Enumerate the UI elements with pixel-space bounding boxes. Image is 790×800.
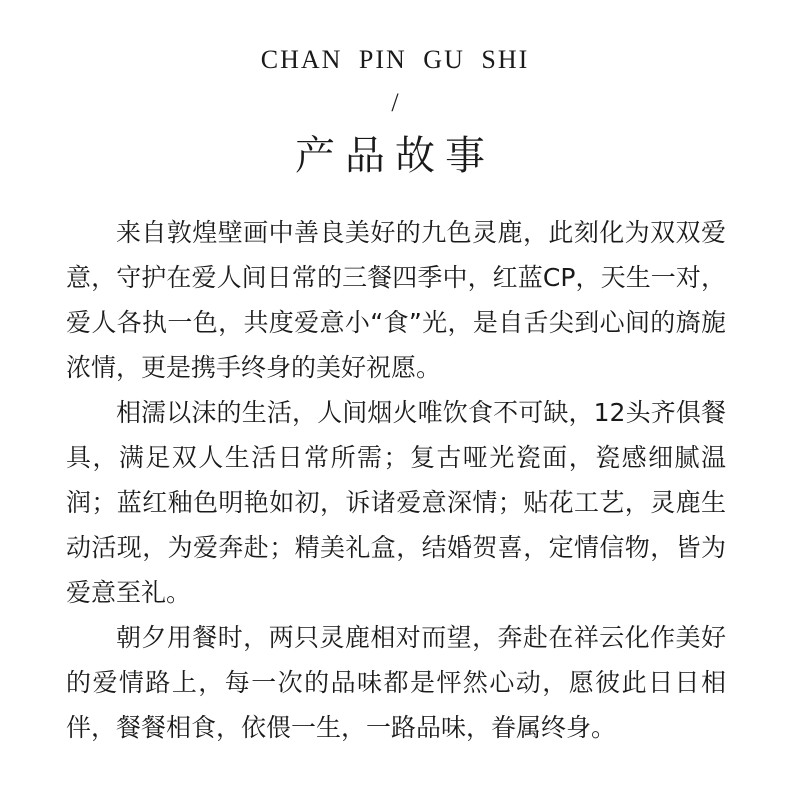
header <box>0 40 790 184</box>
paragraph-2: 相濡以沫的生活，人间烟火唯饮食不可缺，12头齐俱餐具，满足双人生活日常所需；复古哑光瓷面，瓷感细腻温润；蓝红釉色明艳如初，诉诸爱意深情；贴花工艺，灵鹿生动活现，为爱奔赴；精美礼盒，结婚贺喜，定情信物，皆为爱意至礼。 <box>66 398 726 607</box>
paragraph-1: 来自敦煌壁画中善良美好的九色灵鹿，此刻化为双双爱意，守护在爱人间日常的三餐四季中，红蓝CP，天生一对，爱人各执一色，共度爱意小“食”光，是自舌尖到心间的旖旎浓情，更是携手终身的美好祝愿。 <box>66 218 726 382</box>
title-english: CHAN PIN GU SHI <box>260 45 530 74</box>
title-separator: / <box>391 88 399 117</box>
story-body <box>66 210 726 750</box>
title-chinese: 产品故事 <box>295 133 495 179</box>
paragraph-3: 朝夕用餐时，两只灵鹿相对而望，奔赴在祥云化作美好的爱情路上，每一次的品味都是怦然心动，愿彼此日日相伴，餐餐相食，依偎一生，一路品味，眷属终身。 <box>66 623 726 742</box>
